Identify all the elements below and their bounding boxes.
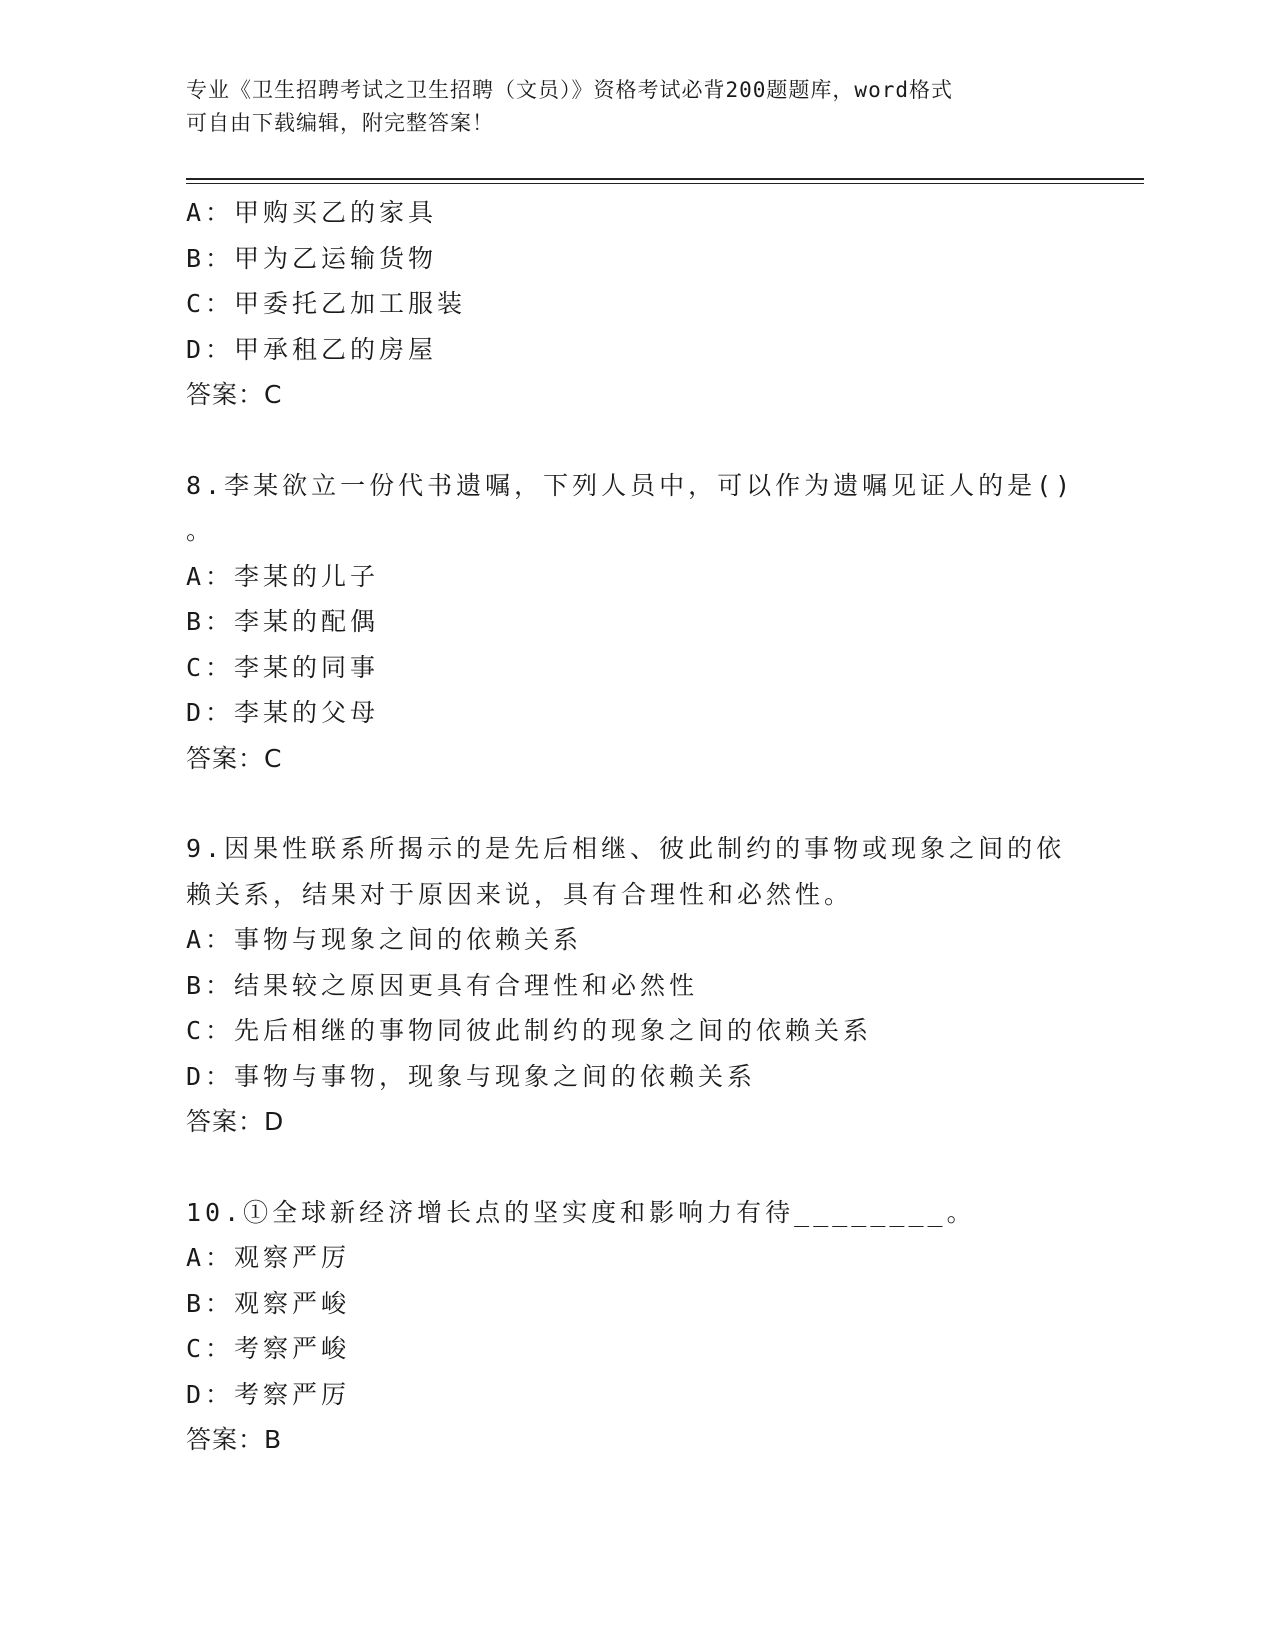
question-text-line-2: 赖关系，结果对于原因来说，具有合理性和必然性。 xyxy=(186,879,854,909)
answer: 答案：C xyxy=(186,380,283,409)
option-b: B：甲为乙运输货物 xyxy=(186,243,438,273)
option-c: C：李某的同事 xyxy=(186,652,380,682)
document-header xyxy=(186,74,1066,140)
option-d: D：李某的父母 xyxy=(186,698,380,727)
option-a: A：甲购买乙的家具 xyxy=(186,198,438,227)
answer: 答案：D xyxy=(186,1107,285,1136)
question-text-line-1: 8.李某欲立一份代书遗嘱，下列人员中，可以作为遗嘱见证人的是() xyxy=(186,470,1075,500)
question-7 xyxy=(186,190,1066,418)
question-8 xyxy=(186,463,1075,782)
option-c: C：甲委托乙加工服装 xyxy=(186,289,467,318)
answer: 答案：B xyxy=(186,1425,283,1454)
option-a: A：事物与现象之间的依赖关系 xyxy=(186,925,583,954)
option-b: B：李某的配偶 xyxy=(186,607,380,636)
header-divider-thick xyxy=(186,178,1144,180)
question-9 xyxy=(186,826,1066,1145)
question-10 xyxy=(186,1190,1066,1463)
option-a: A：李某的儿子 xyxy=(186,561,380,591)
header-line-2: 可自由下载编辑，附完整答案！ xyxy=(186,111,494,135)
option-c: C：先后相继的事物同彼此制约的现象之间的依赖关系 xyxy=(186,1016,873,1045)
answer: 答案：C xyxy=(186,743,283,773)
header-divider-thin xyxy=(186,183,1144,184)
option-d: D：甲承租乙的房屋 xyxy=(186,334,438,364)
option-d: D：事物与事物，现象与现象之间的依赖关系 xyxy=(186,1061,757,1091)
question-text-line-1: 9.因果性联系所揭示的是先后相继、彼此制约的事物或现象之间的依 xyxy=(186,834,1066,863)
option-a: A：观察严厉 xyxy=(186,1243,351,1272)
option-c: C：考察严峻 xyxy=(186,1334,351,1363)
question-text-line-2: 。 xyxy=(186,516,216,545)
option-b: B：结果较之原因更具有合理性和必然性 xyxy=(186,970,699,1000)
option-d: D：考察严厉 xyxy=(186,1379,351,1409)
question-text-line-1: 10.①全球新经济增长点的坚实度和影响力有待________。 xyxy=(186,1197,976,1227)
question-list xyxy=(186,190,1075,1463)
header-line-1: 专业《卫生招聘考试之卫生招聘（文员）》资格考试必背200题题库，word格式 xyxy=(186,78,953,102)
option-b: B：观察严峻 xyxy=(186,1288,351,1318)
